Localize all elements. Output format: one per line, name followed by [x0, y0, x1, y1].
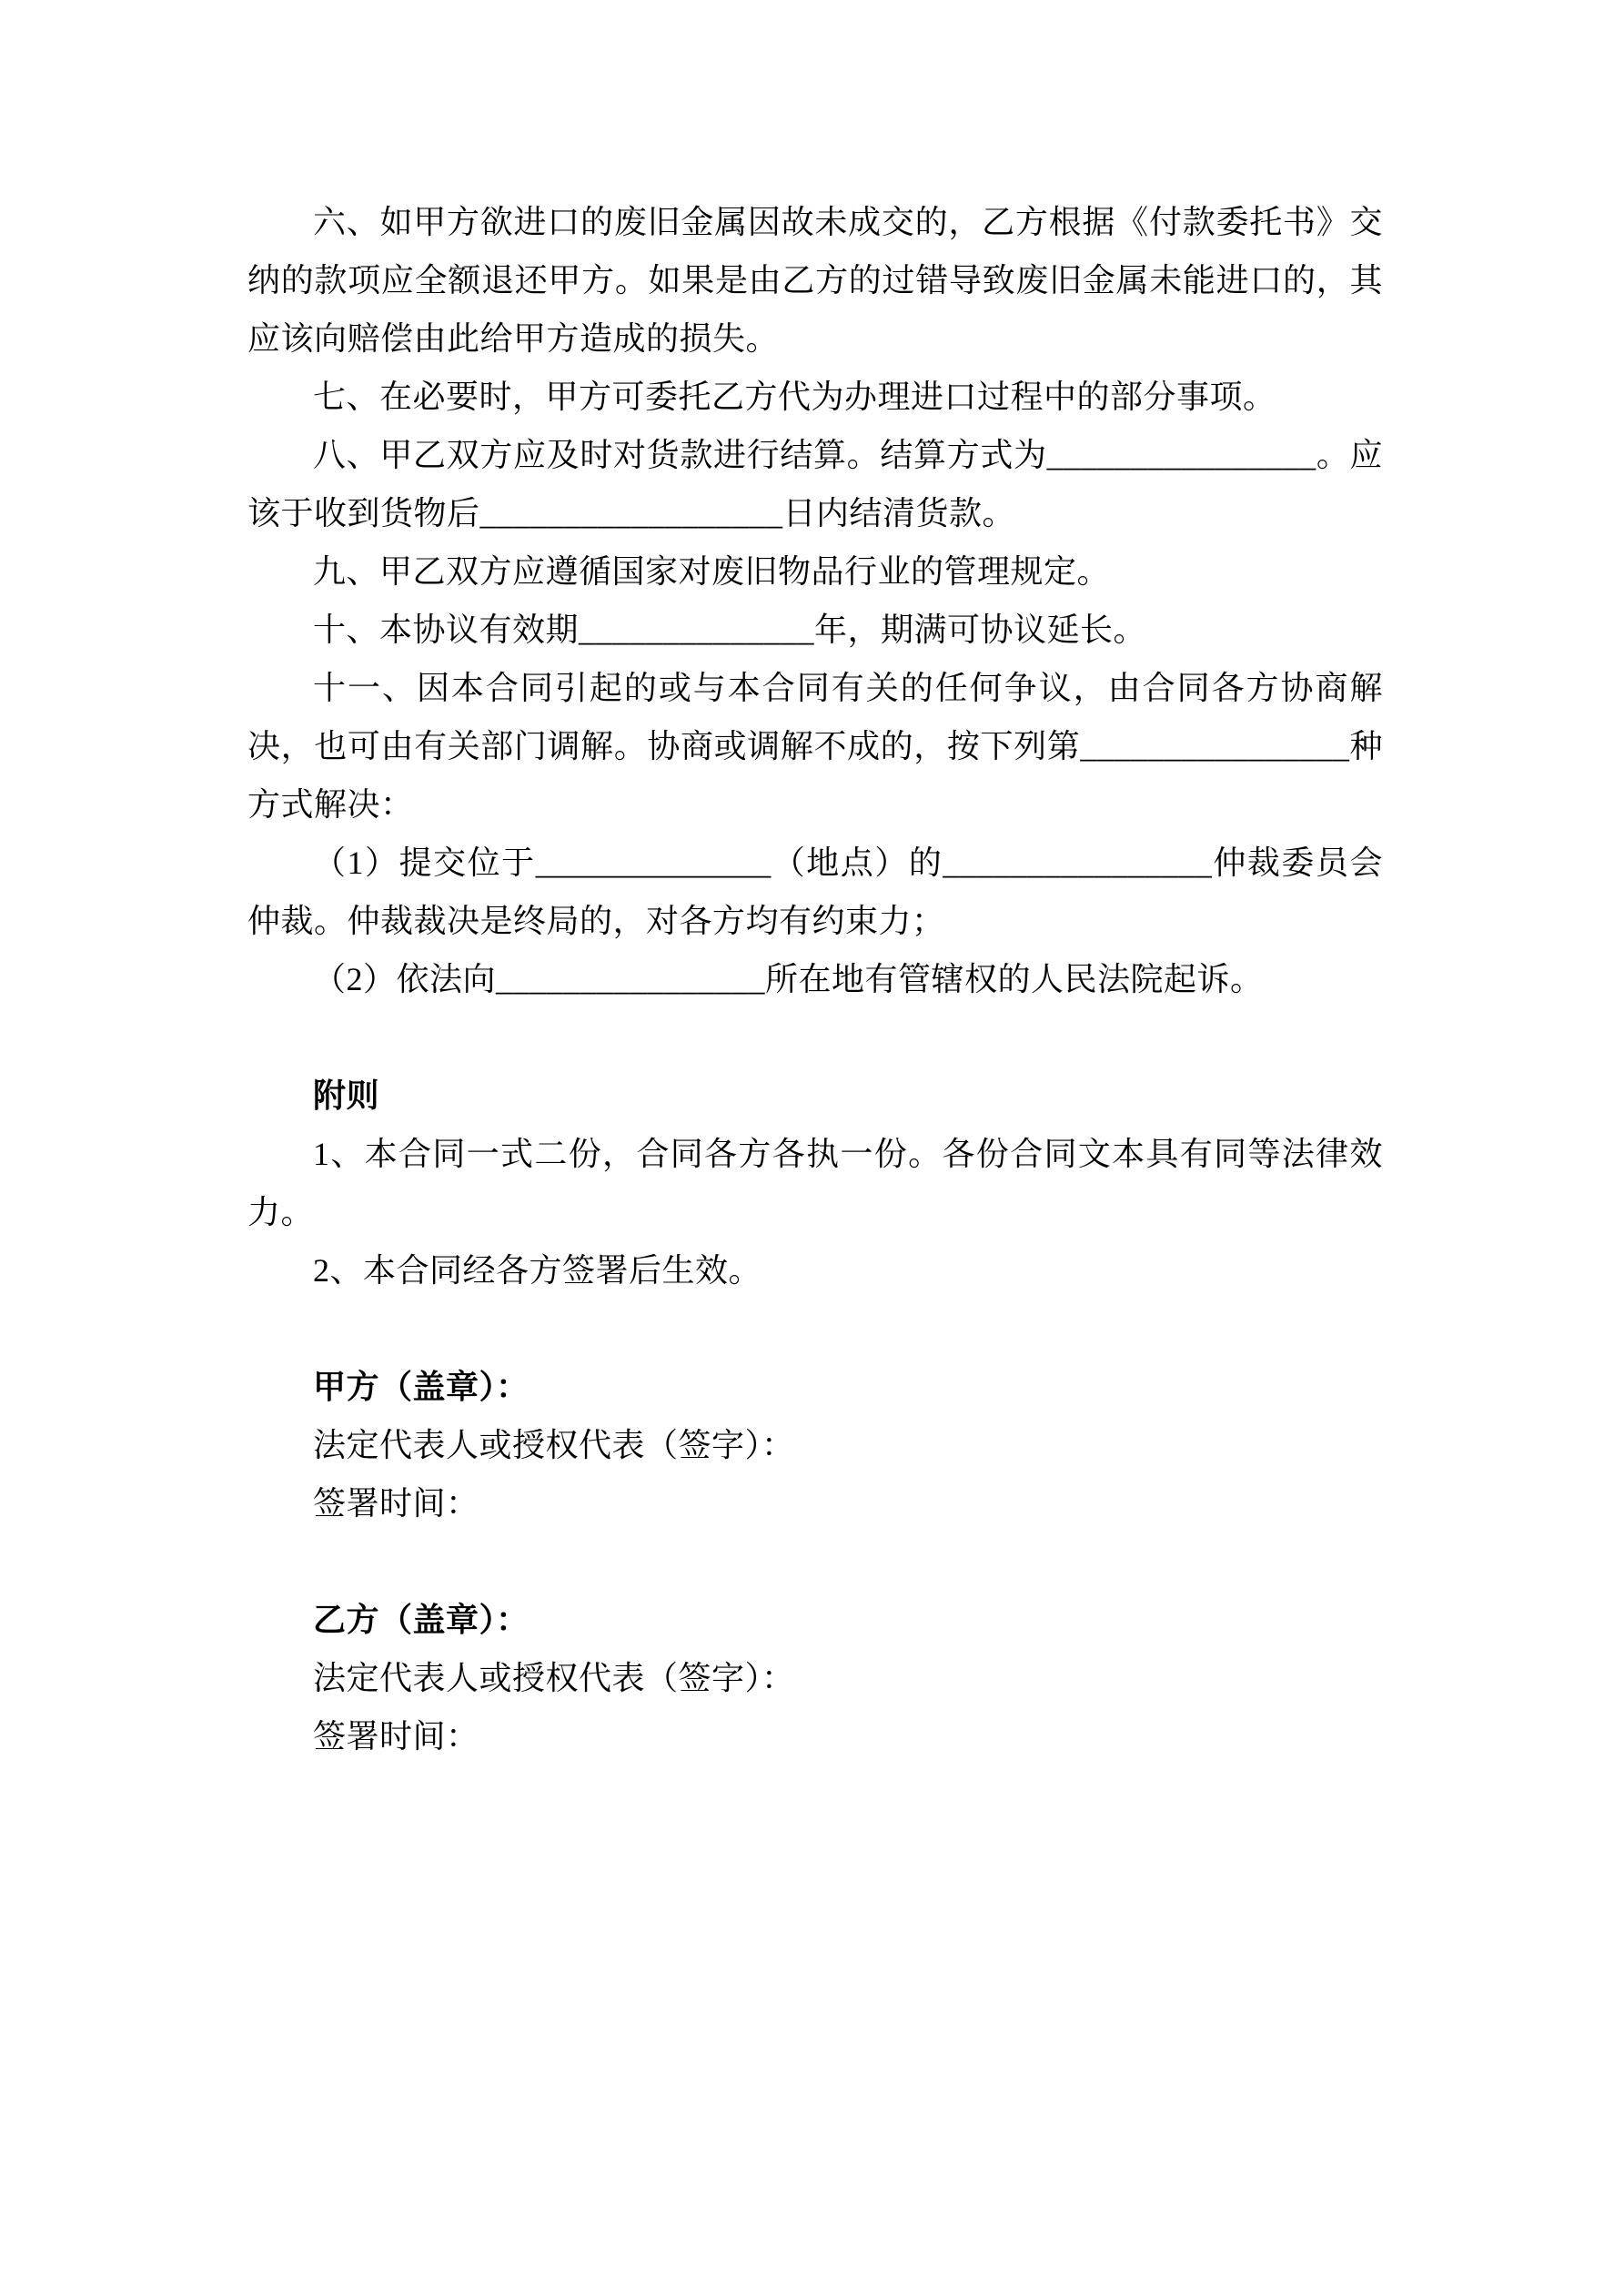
- party-b-sign-date-line: 签署时间：: [313, 1718, 479, 1755]
- party-b-seal-line: 乙方（盖章）：: [313, 1602, 530, 1638]
- clause-11-option-1: （1）提交位于______________（地点）的________________仲裁委员会仲裁。仲裁裁决是终局的，对各方均有约束力；: [247, 845, 1383, 939]
- document-body: [247, 193, 1383, 1765]
- appendix-item-1: 1、本合同一式二份，合同各方各执一份。各份合同文本具有同等法律效力。: [247, 1136, 1383, 1230]
- clause-7: 七、在必要时，甲方可委托乙方代为办理进口过程中的部分事项。: [313, 379, 1276, 415]
- clause-8: 八、甲乙双方应及时对货款进行结算。结算方式为________________。应该于收到货物后__________________日内结清货款。: [247, 437, 1383, 531]
- party-a-sign-date-line: 签署时间：: [313, 1485, 479, 1522]
- party-a-seal-line: 甲方（盖章）：: [313, 1369, 530, 1405]
- clause-6: 六、如甲方欲进口的废旧金属因故未成交的，乙方根据《付款委托书》交纳的款项应全额退还甲方。如果是由乙方的过错导致废旧金属未能进口的，其应该向赔偿由此给甲方造成的损失。: [247, 204, 1383, 357]
- clause-9: 九、甲乙双方应遵循国家对废旧物品行业的管理规定。: [313, 553, 1111, 590]
- appendix-item-2: 2、本合同经各方签署后生效。: [313, 1252, 762, 1289]
- clause-11: 十一、因本合同引起的或与本合同有关的任何争议，由合同各方协商解决，也可由有关部门调解。协商或调解不成的，按下列第________________种方式解决：: [247, 670, 1383, 823]
- party-a-representative-line: 法定代表人或授权代表（签字）：: [313, 1427, 795, 1463]
- party-b-representative-line: 法定代表人或授权代表（签字）：: [313, 1660, 795, 1696]
- clause-10: 十、本协议有效期______________年，期满可协议延长。: [313, 612, 1147, 648]
- clause-11-option-2: （2）依法向________________所在地有管辖权的人民法院起诉。: [313, 961, 1264, 997]
- appendix-heading: 附则: [313, 1077, 380, 1114]
